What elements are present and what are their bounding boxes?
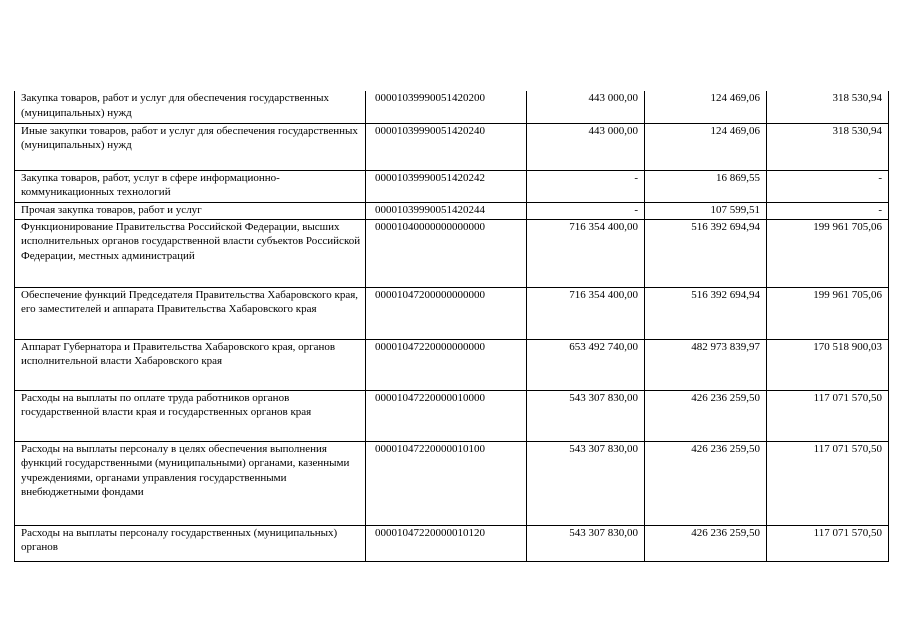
table-row <box>15 219 889 287</box>
row-executed-cell: 16 869,55 <box>645 170 767 202</box>
row-executed-cell: 482 973 839,97 <box>645 339 767 390</box>
row-name-cell: Прочая закупка товаров, работ и услуг <box>15 202 366 219</box>
row-assigned-cell: - <box>527 170 645 202</box>
table-row <box>15 123 889 170</box>
row-assigned-cell: 543 307 830,00 <box>527 390 645 441</box>
row-name-cell: Расходы на выплаты по оплате труда работников органов государственной власти края и государственных органов края <box>15 390 366 441</box>
row-assigned-cell: 543 307 830,00 <box>527 525 645 561</box>
row-assigned-cell: 716 354 400,00 <box>527 219 645 287</box>
table-row <box>15 441 889 525</box>
row-code-cell: 00001047220000000000 <box>366 339 527 390</box>
row-remaining-cell: 117 071 570,50 <box>767 390 889 441</box>
row-name-cell: Иные закупки товаров, работ и услуг для обеспечения государственных (муниципальных) нужд <box>15 123 366 170</box>
row-code-cell: 00001039990051420240 <box>366 123 527 170</box>
table-row <box>15 91 889 123</box>
row-code-cell: 00001040000000000000 <box>366 219 527 287</box>
row-code-cell: 00001039990051420244 <box>366 202 527 219</box>
table-row <box>15 287 889 339</box>
row-executed-cell: 426 236 259,50 <box>645 525 767 561</box>
row-remaining-cell: 199 961 705,06 <box>767 287 889 339</box>
row-assigned-cell: 543 307 830,00 <box>527 441 645 525</box>
row-name-cell: Аппарат Губернатора и Правительства Хабаровского края, органов исполнительной власти Хабаровского края <box>15 339 366 390</box>
row-executed-cell: 124 469,06 <box>645 91 767 123</box>
row-code-cell: 00001047220000010100 <box>366 441 527 525</box>
row-name-cell: Закупка товаров, работ, услуг в сфере информационно-коммуникационных технологий <box>15 170 366 202</box>
row-assigned-cell: - <box>527 202 645 219</box>
row-name-cell: Расходы на выплаты персоналу государственных (муниципальных) органов <box>15 525 366 561</box>
row-executed-cell: 107 599,51 <box>645 202 767 219</box>
table-row <box>15 170 889 202</box>
row-executed-cell: 516 392 694,94 <box>645 219 767 287</box>
row-name-cell: Функционирование Правительства Российской Федерации, высших исполнительных органов государственной власти субъектов Российской Федерации, местных администраций <box>15 219 366 287</box>
row-remaining-cell: 117 071 570,50 <box>767 525 889 561</box>
row-code-cell: 00001039990051420242 <box>366 170 527 202</box>
row-remaining-cell: - <box>767 170 889 202</box>
row-code-cell: 00001047200000000000 <box>366 287 527 339</box>
row-name-cell: Обеспечение функций Председателя Правительства Хабаровского края, его заместителей и аппарата Правительства Хабаровского края <box>15 287 366 339</box>
row-code-cell: 00001047220000010000 <box>366 390 527 441</box>
row-remaining-cell: 199 961 705,06 <box>767 219 889 287</box>
row-executed-cell: 426 236 259,50 <box>645 390 767 441</box>
table-row <box>15 390 889 441</box>
row-assigned-cell: 716 354 400,00 <box>527 287 645 339</box>
table-row <box>15 339 889 390</box>
row-assigned-cell: 443 000,00 <box>527 123 645 170</box>
row-assigned-cell: 443 000,00 <box>527 91 645 123</box>
row-code-cell: 00001039990051420200 <box>366 91 527 123</box>
row-remaining-cell: 318 530,94 <box>767 91 889 123</box>
row-name-cell: Расходы на выплаты персоналу в целях обеспечения выполнения функций государственными (муниципальными) органами, казенными учреждениями, органами управления государственными внебюджетными фондами <box>15 441 366 525</box>
row-executed-cell: 516 392 694,94 <box>645 287 767 339</box>
row-assigned-cell: 653 492 740,00 <box>527 339 645 390</box>
row-executed-cell: 426 236 259,50 <box>645 441 767 525</box>
row-executed-cell: 124 469,06 <box>645 123 767 170</box>
row-remaining-cell: - <box>767 202 889 219</box>
row-name-cell: Закупка товаров, работ и услуг для обеспечения государственных (муниципальных) нужд <box>15 91 366 123</box>
table-row <box>15 525 889 561</box>
row-code-cell: 00001047220000010120 <box>366 525 527 561</box>
budget-execution-table <box>14 91 889 562</box>
row-remaining-cell: 170 518 900,03 <box>767 339 889 390</box>
row-remaining-cell: 318 530,94 <box>767 123 889 170</box>
table-row <box>15 202 889 219</box>
row-remaining-cell: 117 071 570,50 <box>767 441 889 525</box>
